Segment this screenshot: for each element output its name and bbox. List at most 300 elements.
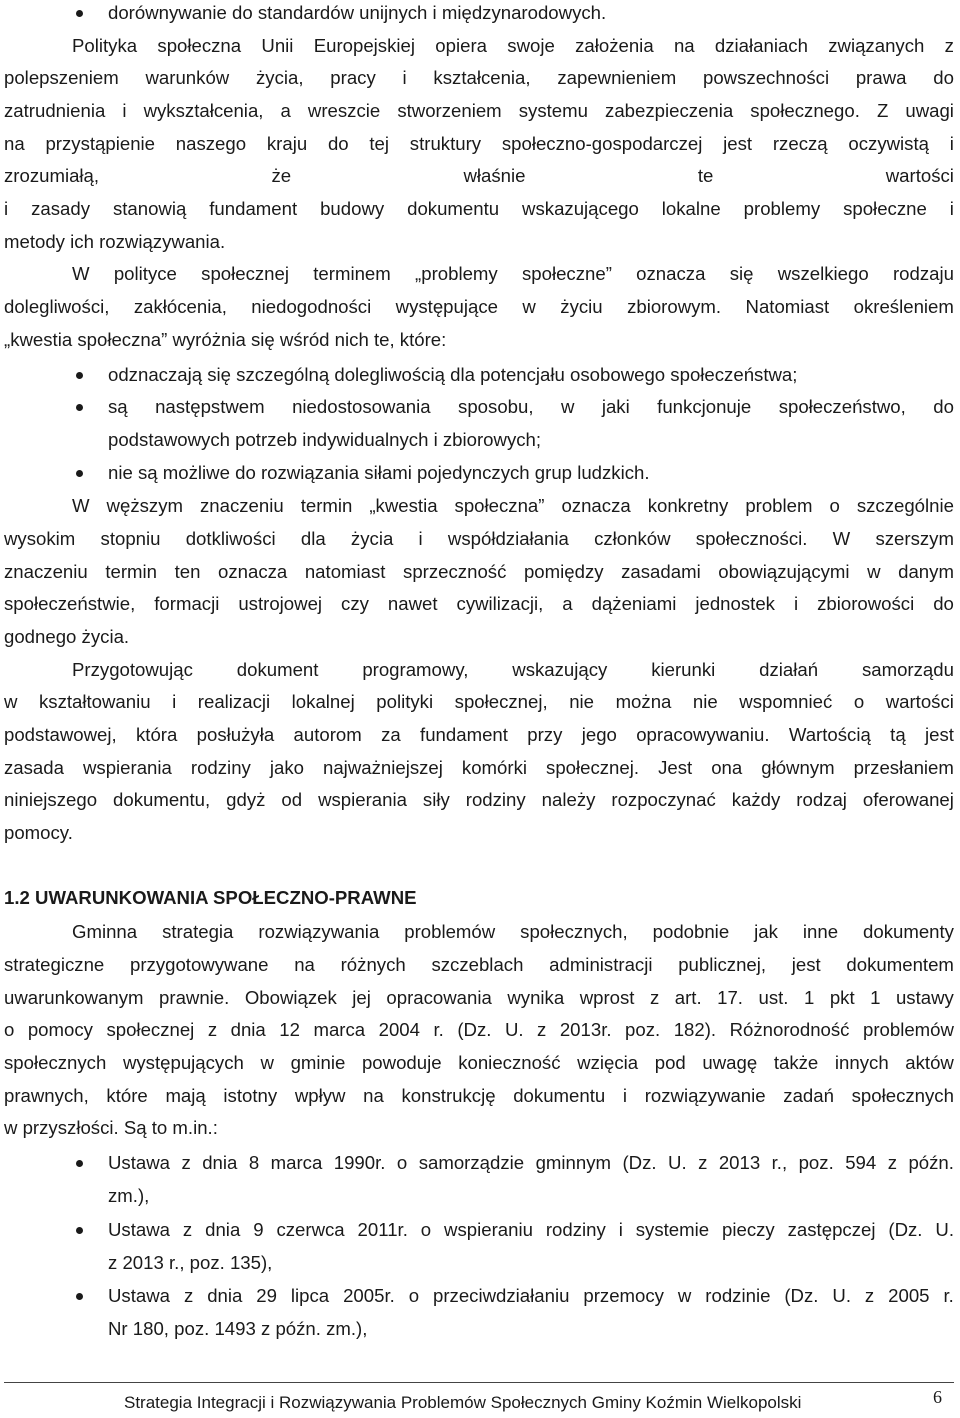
word: Ustawa (108, 1152, 171, 1173)
word: 594 (845, 1152, 877, 1173)
word: dnia (207, 1285, 243, 1306)
bullet-icon (76, 10, 83, 17)
footer-title: Strategia Integracji i Rozwiązywania Problemów Społecznych Gminy Koźmin Wielkopolski (124, 1393, 802, 1412)
word: sprzeczność (403, 561, 507, 582)
paragraph-line (4, 1014, 954, 1046)
paragraph-line (4, 752, 954, 784)
paragraph-line (72, 490, 954, 522)
word: Wartością (788, 724, 871, 745)
word: pomiędzy (523, 561, 604, 582)
word: zasadami (621, 561, 701, 582)
paragraph-line: pomocy. (4, 822, 73, 843)
word: w (260, 1052, 274, 1073)
word: 8 (248, 1152, 260, 1173)
word: programowy, (362, 659, 469, 680)
word: wynika (507, 987, 565, 1008)
word: także (773, 1052, 819, 1073)
word: poz. (625, 1019, 661, 1040)
word: i (949, 198, 954, 219)
word: pieczy (722, 1219, 775, 1240)
word: członków (594, 528, 671, 549)
word: z (887, 1152, 897, 1173)
word: o (829, 495, 840, 516)
word: społecznej (106, 1019, 195, 1040)
word: problemów (404, 921, 496, 942)
word: społecznych (851, 1085, 954, 1106)
word: obowiązującymi (718, 561, 850, 582)
word: struktury (409, 133, 482, 154)
paragraph-line (72, 654, 954, 686)
bullet-item-continuation: zm.), (108, 1185, 150, 1206)
word: rozwiązywania (258, 921, 380, 942)
word: w (560, 396, 575, 417)
word: rozwiązywanie (644, 1085, 766, 1106)
paragraph-line (4, 982, 954, 1014)
word: różnych (340, 954, 406, 975)
word: fundament (209, 198, 298, 219)
bullet-icon (76, 1293, 83, 1300)
word: pkt (829, 987, 855, 1008)
word: problemy (743, 198, 821, 219)
word: życia, (255, 67, 304, 88)
word: lipca (290, 1285, 330, 1306)
word: jej (352, 987, 371, 1008)
word: te (697, 165, 714, 186)
word: następstwem (155, 396, 265, 417)
word: działaniach (714, 35, 808, 56)
word: prawnych, (4, 1085, 89, 1106)
word: opracowania (386, 987, 492, 1008)
word: wskazującego (522, 198, 639, 219)
word: 2013 (718, 1152, 761, 1173)
word: do (933, 67, 954, 88)
word: W (832, 528, 851, 549)
word: że (271, 165, 292, 186)
word: z (864, 1285, 875, 1306)
word: 2013r. (559, 1019, 612, 1040)
word: danym (898, 561, 954, 582)
word: pomocy (27, 1019, 93, 1040)
word: do (933, 593, 954, 614)
word: przystąpienie (45, 133, 156, 154)
word: 9 (253, 1219, 264, 1240)
word: społeczeństwie, (4, 593, 136, 614)
word: z (182, 1219, 193, 1240)
word: wspomnieć (739, 691, 833, 712)
paragraph-line: metody ich rozwiązywania. (4, 231, 226, 252)
word: społeczne (843, 198, 927, 219)
word: niedogodności (251, 296, 372, 317)
word: Polityka (72, 35, 138, 56)
bullet-item (108, 1280, 954, 1312)
word: 2011r. (357, 1219, 408, 1240)
word: r. (943, 1285, 954, 1306)
word: wspierania (318, 789, 407, 810)
paragraph-line (4, 588, 954, 620)
paragraph-line (4, 193, 954, 225)
paragraph-line (72, 30, 954, 62)
word: samorządu (861, 659, 954, 680)
word: przemocy (583, 1285, 664, 1306)
word: dokumentu (407, 198, 500, 219)
word: czy (341, 593, 369, 614)
word: społeczno-gospodarczej (501, 133, 703, 154)
word: swoje (507, 35, 555, 56)
word: uwagi (905, 100, 954, 121)
word: społecznych, (520, 921, 628, 942)
word: polityce (113, 263, 177, 284)
paragraph-line (4, 291, 954, 323)
word: za (381, 724, 401, 745)
word: konkretny (647, 495, 729, 516)
word: się (729, 263, 754, 284)
word: 29 (256, 1285, 277, 1306)
word: właśnie (463, 165, 526, 186)
word: wartości (885, 165, 954, 186)
word: i (949, 133, 954, 154)
word: przeciwdziałaniu (433, 1285, 570, 1306)
word: polityki (376, 691, 434, 712)
word: (Dz. (784, 1285, 819, 1306)
word: od (281, 789, 303, 810)
word: zrozumiałą, (4, 165, 100, 186)
word: marca (313, 1019, 366, 1040)
word: społecznej. (546, 757, 640, 778)
word: działań (759, 659, 819, 680)
word: autorom (293, 724, 362, 745)
word: ona (711, 757, 743, 778)
word: dolegliwości, (4, 296, 110, 317)
word: prawa (855, 67, 907, 88)
word: siły (422, 789, 450, 810)
word: inne (802, 921, 839, 942)
word: przy (527, 724, 563, 745)
word: w (4, 691, 18, 712)
word: i (418, 528, 423, 549)
word: dokumentem (846, 954, 954, 975)
word: przygotowywane (129, 954, 269, 975)
word: do (327, 133, 349, 154)
paragraph-line (4, 1047, 954, 1079)
word: kształtowaniu (38, 691, 151, 712)
word: zapewnieniem (557, 67, 677, 88)
word: społecznej (201, 263, 289, 284)
word: ust. (758, 987, 789, 1008)
word: społecznych (4, 1052, 107, 1073)
paragraph-line: w przyszłości. Są to m.in.: (4, 1117, 218, 1138)
word: zbiorowym. (627, 296, 722, 317)
word: dokumenty (863, 921, 954, 942)
word: „kwestia (369, 495, 438, 516)
paragraph-line (72, 916, 954, 948)
bullet-icon (76, 1227, 83, 1234)
word: kształcenia, (433, 67, 531, 88)
word: Z (876, 100, 889, 121)
word: natomiast (304, 561, 386, 582)
word: występujących (122, 1052, 244, 1073)
word: współdziałania (447, 528, 569, 549)
word: do (933, 396, 954, 417)
word: terminem (313, 263, 391, 284)
word: zakłócenia, (133, 296, 227, 317)
bullet-item (108, 1147, 954, 1179)
word: są (108, 396, 128, 417)
word: ten (174, 561, 201, 582)
word: na (4, 133, 25, 154)
paragraph-line (4, 784, 954, 816)
bullet-item (108, 1214, 954, 1246)
paragraph-line (72, 258, 954, 290)
word: o (4, 1019, 15, 1040)
word: (Dz. (622, 1152, 657, 1173)
word: Ustawa (108, 1219, 171, 1240)
word: o (408, 1285, 420, 1306)
word: U. (668, 1152, 687, 1173)
word: dnia (205, 1219, 241, 1240)
word: niedostosowania (292, 396, 431, 417)
word: fundament (420, 724, 508, 745)
word: 1 (803, 987, 815, 1008)
word: rodzinie (705, 1285, 771, 1306)
word: jaki (601, 396, 630, 417)
word: w (522, 296, 536, 317)
word: która (136, 724, 178, 745)
word: z (207, 1019, 218, 1040)
word: dnia (230, 1019, 266, 1040)
bullet-item: odznaczają się szczególną dolegliwością dla potencjału osobowego społeczeństwa; (108, 364, 798, 385)
word: strategiczne (4, 954, 105, 975)
document-page (4, 0, 954, 1416)
word: gdyż (226, 789, 266, 810)
word: na (363, 1085, 384, 1106)
word: systemu (518, 100, 588, 121)
paragraph-line: godnego życia. (4, 626, 130, 647)
word: zastępczej (787, 1219, 876, 1240)
word: oznacza (636, 263, 706, 284)
word: jak (754, 921, 778, 942)
word: na (673, 35, 695, 56)
bullet-item-continuation: z 2013 r., poz. 135), (108, 1252, 273, 1273)
word: wartości (885, 691, 954, 712)
word: występujące (395, 296, 498, 317)
word: społeczności. (695, 528, 808, 549)
word: konstrukcję (401, 1085, 496, 1106)
word: niniejszego (4, 789, 98, 810)
word: warunków (145, 67, 230, 88)
word: o (853, 691, 865, 712)
word: (Dz. (457, 1019, 492, 1040)
word: i (622, 1085, 628, 1106)
paragraph-line (4, 523, 954, 555)
word: zabezpieczenia (605, 100, 734, 121)
word: z (181, 1152, 191, 1173)
word: (Dz. (888, 1219, 923, 1240)
word: W (72, 263, 90, 284)
word: węższym (106, 495, 183, 516)
word: pod (654, 1052, 686, 1073)
word: Przygotowując (72, 659, 193, 680)
paragraph-line (4, 719, 954, 751)
word: z (537, 1019, 547, 1040)
word: z (649, 987, 660, 1008)
word: jest (723, 133, 753, 154)
word: stanowią (112, 198, 187, 219)
word: oznacza (561, 495, 631, 516)
word: życiu (560, 296, 603, 317)
word: rodzaju (892, 263, 954, 284)
word: Obowiązek (244, 987, 337, 1008)
bullet-icon (76, 404, 83, 411)
paragraph-line (4, 62, 954, 94)
word: r. (433, 1019, 444, 1040)
word: z (183, 1285, 194, 1306)
word: wprost (579, 987, 635, 1008)
word: innych (834, 1052, 889, 1073)
word: jest (925, 724, 954, 745)
word: systemie (635, 1219, 710, 1240)
paragraph-line (4, 160, 954, 192)
word: konieczność (458, 1052, 561, 1073)
word: z (698, 1152, 708, 1173)
word: wspieraniu (444, 1219, 533, 1240)
word: tej (369, 133, 390, 154)
word: prawnie. (159, 987, 230, 1008)
word: w (677, 1285, 692, 1306)
word: społeczne” (521, 263, 612, 284)
word: podstawowej, (4, 724, 117, 745)
word: jest (791, 954, 821, 975)
word: r., (771, 1152, 788, 1173)
word: społeczna” (454, 495, 545, 516)
word: wzięcia (577, 1052, 639, 1073)
word: strategia (162, 921, 234, 942)
paragraph-line (4, 128, 954, 160)
word: zatrudnienia (4, 100, 106, 121)
word: poz. (798, 1152, 834, 1173)
word: jego (581, 724, 617, 745)
word: stworzeniem (397, 100, 502, 121)
bullet-icon (76, 372, 83, 379)
word: powszechności (702, 67, 830, 88)
word: Gminna (72, 921, 138, 942)
word: przesłaniem (853, 757, 954, 778)
word: powoduje (361, 1052, 442, 1073)
word: Różnorodność (729, 1019, 850, 1040)
page-footer (4, 1388, 954, 1418)
word: społeczna (157, 35, 242, 56)
word: problemów (862, 1019, 954, 1040)
word: dla (300, 528, 326, 549)
word: U. (504, 1019, 524, 1040)
word: o (420, 1219, 432, 1240)
word: 182). (673, 1019, 717, 1040)
word: stopniu (100, 528, 161, 549)
word: zasada (4, 757, 64, 778)
word: określeniem (853, 296, 954, 317)
word: mają (165, 1085, 206, 1106)
word: wreszcie (307, 100, 381, 121)
word: związanych (828, 35, 925, 56)
word: termin (300, 495, 353, 516)
word: zadań (783, 1085, 834, 1106)
bullet-item-continuation: podstawowych potrzeb indywidualnych i zbiorowych; (108, 429, 542, 450)
word: administracji (549, 954, 653, 975)
word: które (106, 1085, 148, 1106)
page-number: 6 (933, 1387, 942, 1407)
word: nawet (387, 593, 438, 614)
word: i (793, 593, 799, 614)
word: 1 (870, 987, 881, 1008)
word: nie (692, 691, 718, 712)
paragraph-line (4, 556, 954, 588)
word: znaczeniu (199, 495, 284, 516)
word: uwagę (702, 1052, 758, 1073)
word: dotkliwości (185, 528, 276, 549)
word: kraju (266, 133, 308, 154)
bullet-item (108, 391, 954, 423)
word: zbiorowości (817, 593, 915, 614)
word: rodzaj (796, 789, 847, 810)
word: Jest (658, 757, 693, 778)
word: 1990r. (333, 1152, 386, 1173)
word: cywilizacji, (456, 593, 544, 614)
paragraph-line: „kwestia społeczna” wyróżnia się wśród nich te, które: (4, 329, 447, 350)
word: rodziny (465, 789, 526, 810)
word: podobnie (652, 921, 730, 942)
word: polepszeniem (4, 67, 119, 88)
word: Europejskiej (313, 35, 416, 56)
bullet-icon (76, 1160, 83, 1167)
word: rzeczą (772, 133, 828, 154)
word: gminie (290, 1052, 346, 1073)
word: opracowywaniu. (636, 724, 770, 745)
word: oczywistą (848, 133, 929, 154)
word: lokalnej (291, 691, 355, 712)
word: jako (269, 757, 304, 778)
word: aktów (905, 1052, 954, 1073)
bullet-item-continuation: Nr 180, poz. 1493 z późn. zm.), (108, 1318, 368, 1339)
word: rodziny (190, 757, 251, 778)
word: szerszym (875, 528, 954, 549)
word: uwarunkowanym (4, 987, 144, 1008)
word: 17. (717, 987, 743, 1008)
word: komórki (461, 757, 527, 778)
word: i (4, 198, 9, 219)
word: wykształcenia, (143, 100, 264, 121)
word: i (172, 691, 177, 712)
word: rozpoczynać (611, 789, 716, 810)
word: z (944, 35, 954, 56)
word: formacji (154, 593, 220, 614)
word: społeczeństwo, (778, 396, 906, 417)
word: sposobu, (458, 396, 534, 417)
word: społecznej, (454, 691, 548, 712)
word: głównym (761, 757, 835, 778)
section-heading: 1.2 UWARUNKOWANIA SPOŁECZNO-PRAWNE (4, 887, 417, 908)
word: art. (674, 987, 702, 1008)
word: Ustawa (108, 1285, 171, 1306)
word: tą (890, 724, 906, 745)
word: budowy (320, 198, 385, 219)
word: 2005 (888, 1285, 930, 1306)
word: nie (569, 691, 595, 712)
word: termin (105, 561, 157, 582)
word: czerwca (276, 1219, 345, 1240)
word: a (562, 593, 573, 614)
word: późn. (908, 1152, 954, 1173)
word: posłużyła (196, 724, 275, 745)
word: każdy (731, 789, 781, 810)
